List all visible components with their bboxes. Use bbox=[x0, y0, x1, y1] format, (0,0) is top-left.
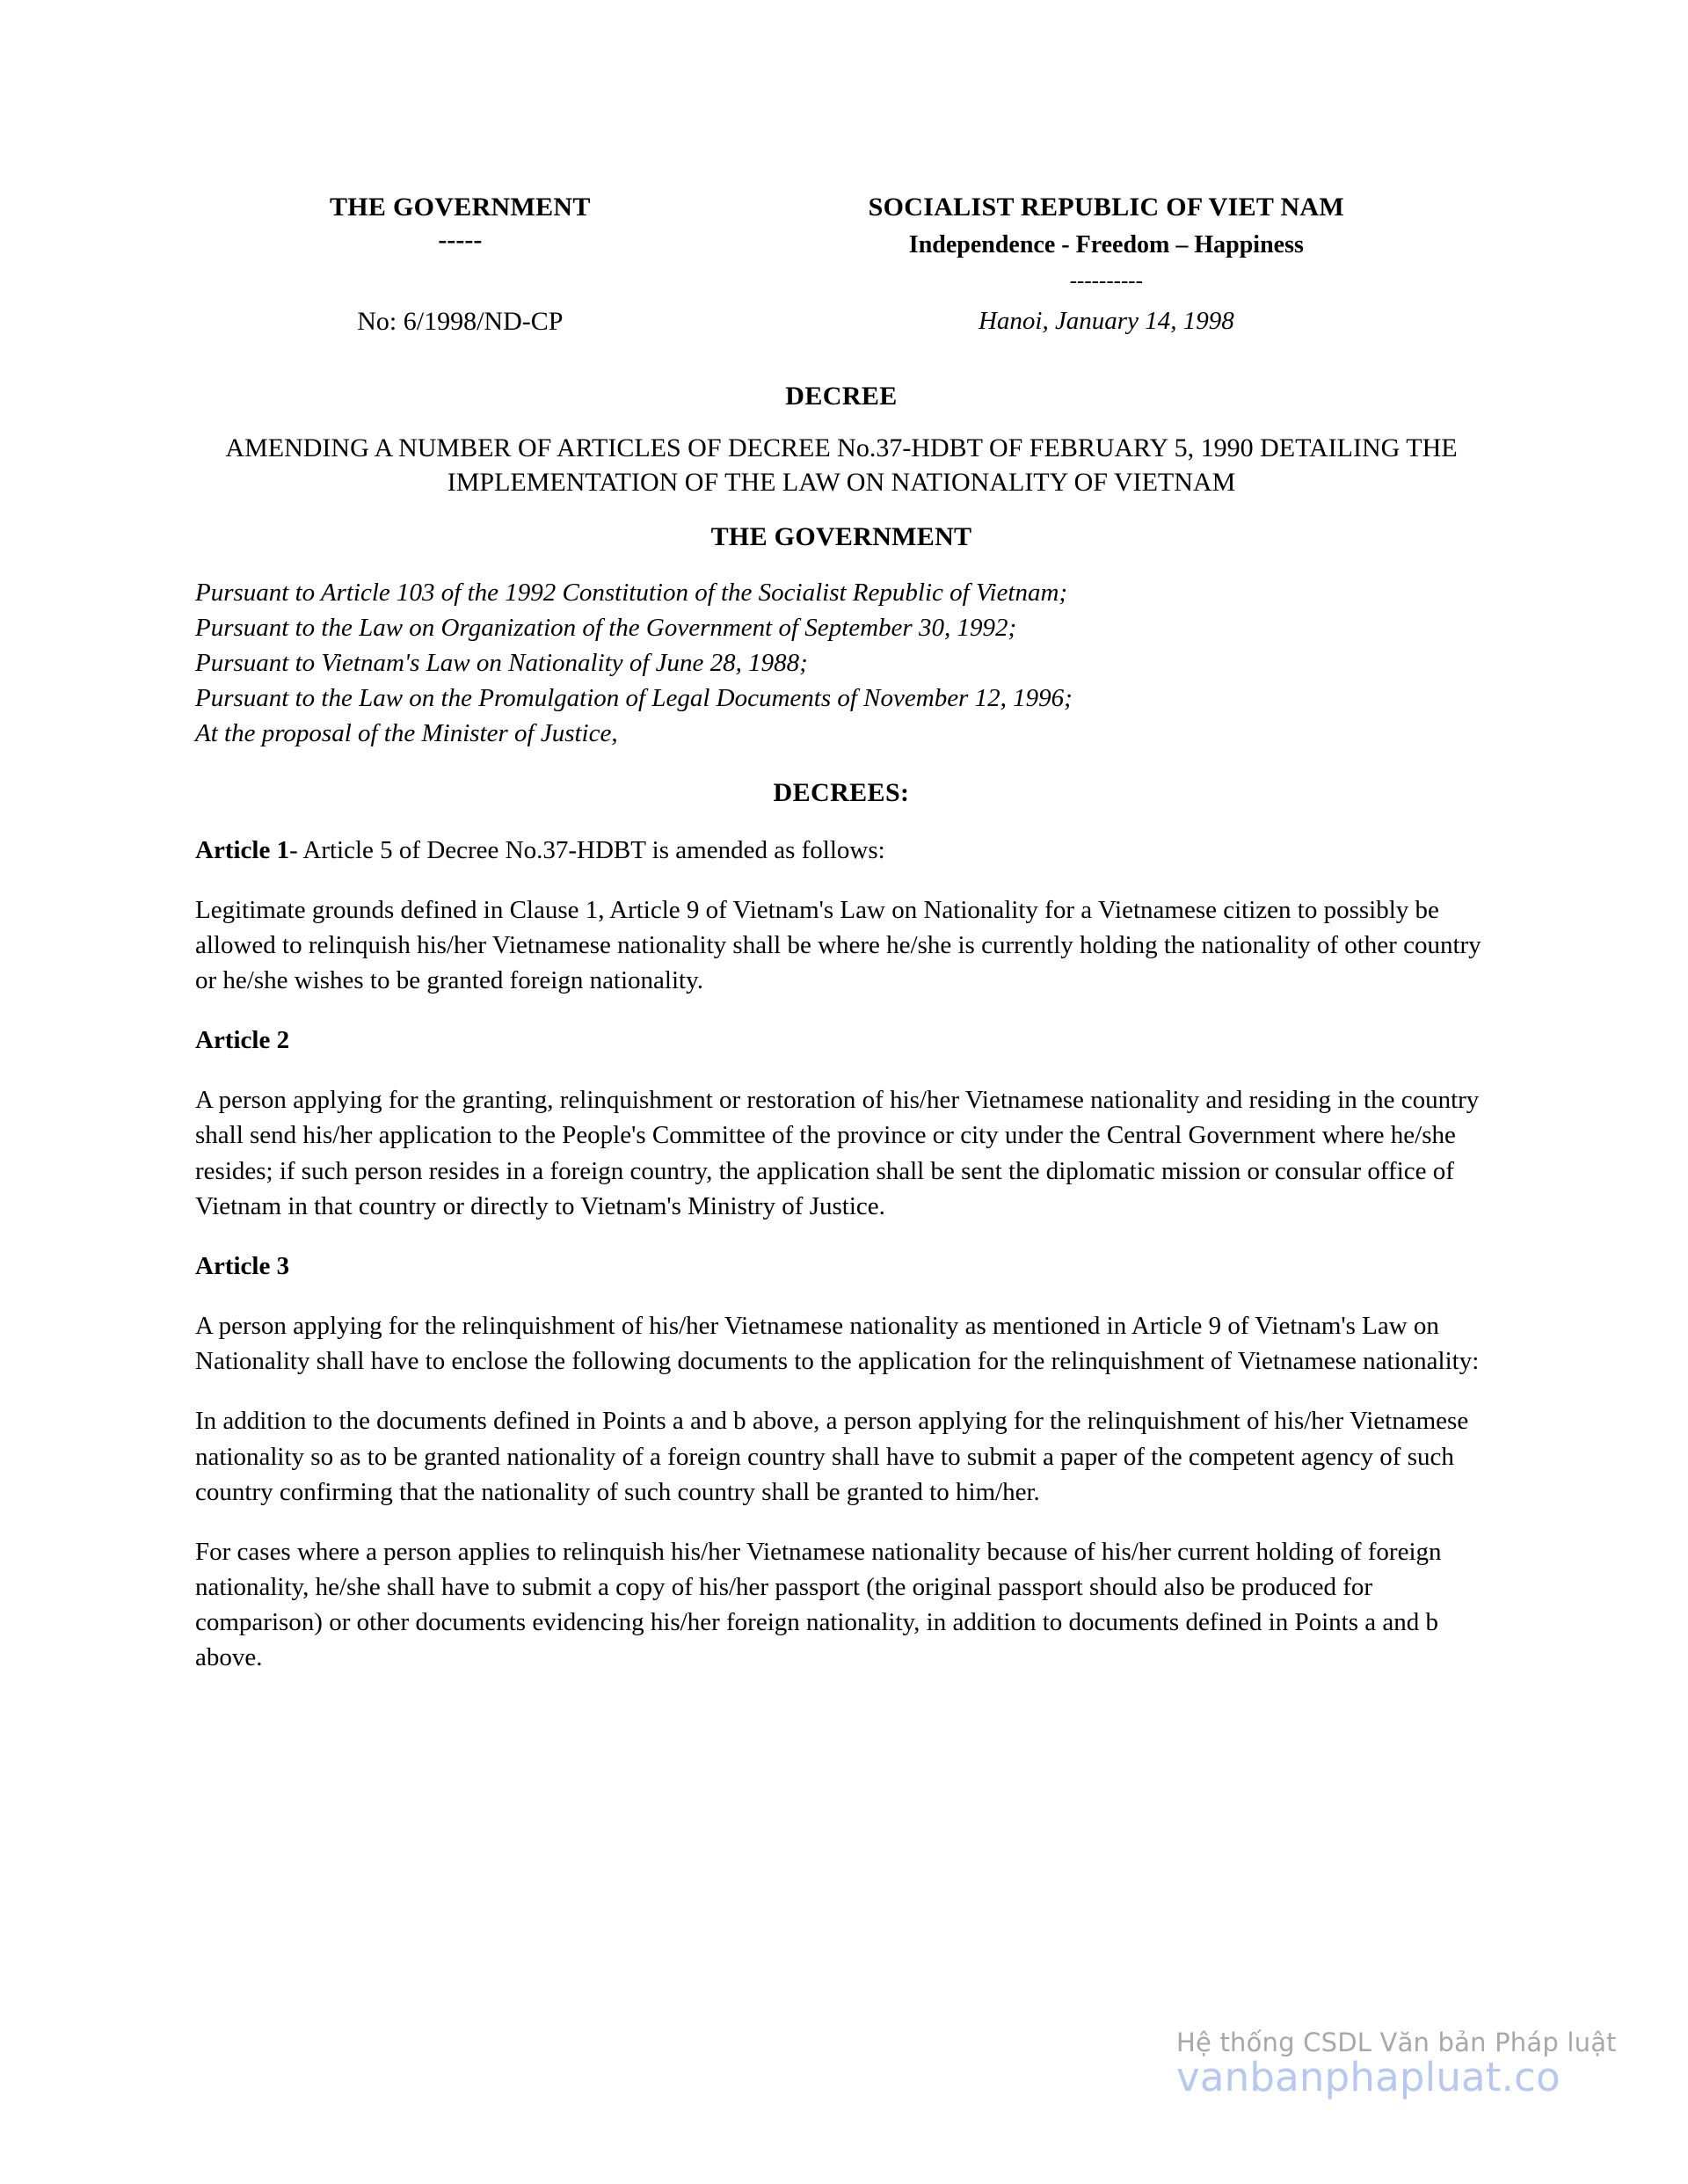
preamble-line: Pursuant to Article 103 of the 1992 Constitution of the Socialist Republic of Vietnam; bbox=[195, 578, 1068, 607]
place-and-date: Hanoi, January 14, 1998 bbox=[978, 307, 1234, 336]
preamble-block bbox=[195, 575, 1488, 752]
document-number: No: 6/1998/ND-CP bbox=[357, 307, 564, 337]
site-watermark bbox=[1176, 2027, 1669, 2100]
document-number-row bbox=[195, 305, 1488, 339]
masthead-left-column bbox=[195, 192, 725, 295]
preamble-line: At the proposal of the Minister of Justice, bbox=[195, 719, 618, 748]
article-3-paragraph: For cases where a person applies to relinquish his/her Vietnamese nationality because of his/her current holding of foreign nationality, he/she shall have to submit a copy of his/her passport (the original passport should also be produced for comparison) or other documents evidencing his/her foreign nationality, in addition to documents defined in Points a and b above. bbox=[195, 1537, 1442, 1672]
document-content bbox=[195, 0, 1488, 1675]
article-3-paragraph: In addition to the documents defined in Points a and b above, a person applying for the relinquishment of his/her Vietnamese nationality so as to be granted nationality of a foreign country shall have to submit a paper of the competent agency of such country confirming that the nationality of such country shall be granted to him/her. bbox=[195, 1407, 1469, 1506]
article-1-paragraph: Legitimate grounds defined in Clause 1, Article 9 of Vietnam's Law on Nationality for a Vietnamese citizen to possibly be allowed to relinquish his/her Vietnamese nationality shall be where he/she is currently holding the nationality of other country or he/she wishes to be granted foreign nationality. bbox=[195, 895, 1481, 994]
decrees-heading: DECREES: bbox=[773, 777, 910, 807]
article-3-heading: Article 3 bbox=[195, 1251, 290, 1280]
article-1-inline-text: - Article 5 of Decree No.37-HDBT is amended as follows: bbox=[289, 835, 885, 864]
country-name: SOCIALIST REPUBLIC OF VIET NAM bbox=[868, 193, 1345, 222]
organization-rule: ----- bbox=[438, 225, 483, 255]
article-1-heading-line bbox=[195, 833, 1488, 868]
motto-rule: ---------- bbox=[1069, 268, 1143, 293]
article-2-paragraph: A person applying for the granting, relinquishment or restoration of his/her Vietnamese nationality and residing in the country shall send his/her application to the People's Committee of the province or city under the Central Government where he/she resides; if such person resides in a foreign country, the application shall be sent the diplomatic mission or consular office of Vietnam in that country or directly to Vietnam's Ministry of Justice. bbox=[195, 1086, 1480, 1220]
article-2-heading: Article 2 bbox=[195, 1026, 290, 1055]
issuer-heading: THE GOVERNMENT bbox=[710, 521, 972, 551]
national-motto: Independence - Freedom – Happiness bbox=[908, 231, 1304, 259]
masthead bbox=[195, 0, 1488, 295]
article-1-label: Article 1 bbox=[195, 835, 290, 864]
document-subject-title: AMENDING A NUMBER OF ARTICLES OF DECREE No.37-HDBT OF FEBRUARY 5, 1990 DETAILING THE IMPLEMENTATION OF THE LAW ON NATIONALITY OF VIETNAM bbox=[225, 433, 1458, 497]
preamble-line: Pursuant to the Law on the Promulgation of Legal Documents of November 12, 1996; bbox=[195, 684, 1073, 713]
watermark-domain: vanbanphapluat.co bbox=[1176, 2054, 1561, 2100]
preamble-line: Pursuant to Vietnam's Law on Nationality of June 28, 1988; bbox=[195, 649, 808, 678]
preamble-line: Pursuant to the Law on Organization of the Government of September 30, 1992; bbox=[195, 613, 1017, 642]
watermark-tagline: Hệ thống CSDL Văn bản Pháp luật bbox=[1176, 2027, 1617, 2057]
issuing-organization: THE GOVERNMENT bbox=[329, 193, 591, 222]
masthead-right-column bbox=[725, 192, 1488, 295]
document-type-heading: DECREE bbox=[785, 381, 898, 411]
article-3-paragraph: A person applying for the relinquishment of his/her Vietnamese nationality as mentioned in Article 9 of Vietnam's Law on Nationality shall have to enclose the following documents to the application for the relinquishment of Vietnamese nationality: bbox=[195, 1312, 1480, 1376]
